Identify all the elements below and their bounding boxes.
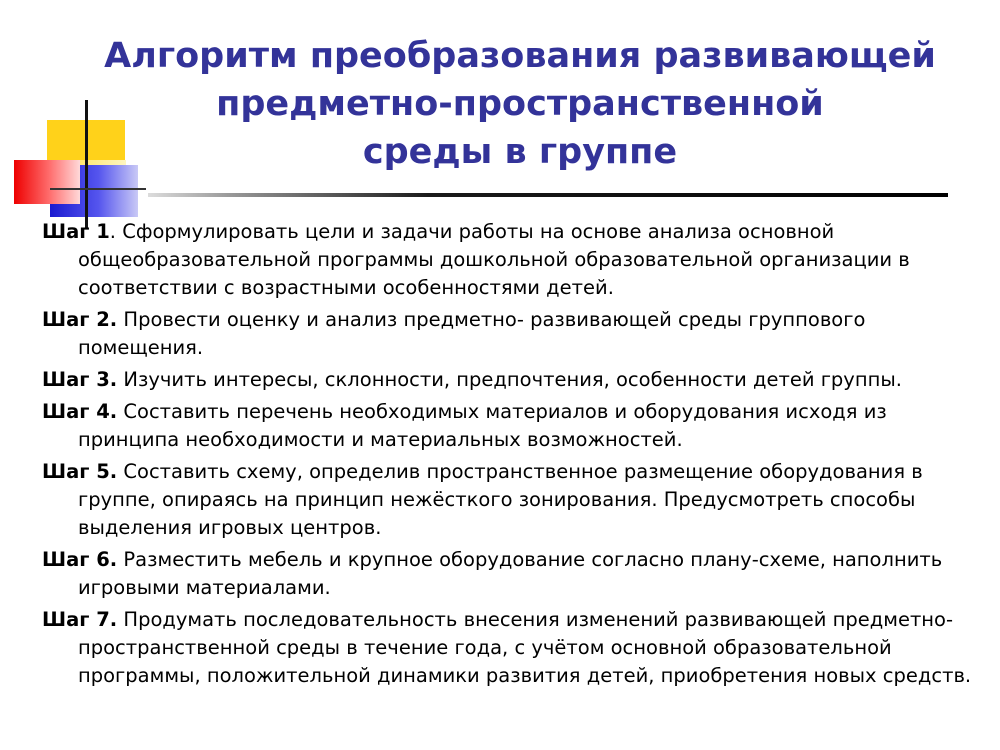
step-label: Шаг 2. bbox=[42, 308, 118, 331]
step-label: Шаг 3. bbox=[42, 368, 118, 391]
step-separator: . bbox=[109, 220, 116, 243]
step-text: Изучить интересы, склонности, предпочтения, особенности детей группы. bbox=[117, 368, 902, 391]
step-text: Разместить мебель и крупное оборудование согласно плану-схеме, наполнить игровыми материалами. bbox=[78, 548, 943, 599]
step-label: Шаг 1 bbox=[42, 220, 110, 243]
step-item bbox=[42, 458, 977, 542]
slide-title bbox=[60, 32, 980, 176]
title-line-3: среды в группе bbox=[362, 132, 678, 172]
steps-list bbox=[42, 218, 977, 694]
step-item bbox=[42, 306, 977, 362]
step-text: Продумать последовательность внесения изменений развивающей предметно-пространственной среды в течение года, с учётом основной образовательной программы, положительной динамики развития детей, приобретения новых средств. bbox=[78, 608, 972, 687]
step-text: Провести оценку и анализ предметно- развивающей среды группового помещения. bbox=[78, 308, 866, 359]
step-label: Шаг 7. bbox=[42, 608, 118, 631]
step-item bbox=[42, 546, 977, 602]
title-line-2: предметно-пространственной bbox=[216, 84, 824, 124]
step-item bbox=[42, 218, 977, 302]
step-label: Шаг 6. bbox=[42, 548, 118, 571]
step-text: Составить схему, определив пространственное размещение оборудования в группе, опираясь на принцип нежёсткого зонирования. Предусмотреть способы выделения игровых центров. bbox=[78, 460, 923, 539]
step-item bbox=[42, 366, 977, 394]
step-text: Составить перечень необходимых материалов и оборудования исходя из принципа необходимости и материальных возможностей. bbox=[78, 400, 887, 451]
short-horizontal-line bbox=[50, 188, 146, 190]
title-divider bbox=[148, 193, 948, 197]
step-item bbox=[42, 606, 977, 690]
step-label: Шаг 4. bbox=[42, 400, 118, 423]
step-item bbox=[42, 398, 977, 454]
title-line-1: Алгоритм преобразования развивающей bbox=[104, 36, 936, 76]
step-label: Шаг 5. bbox=[42, 460, 118, 483]
step-text: Сформулировать цели и задачи работы на основе анализа основной общеобразовательной программы дошкольной образовательной организации в соответствии с возрастными особенностями детей. bbox=[78, 220, 910, 299]
